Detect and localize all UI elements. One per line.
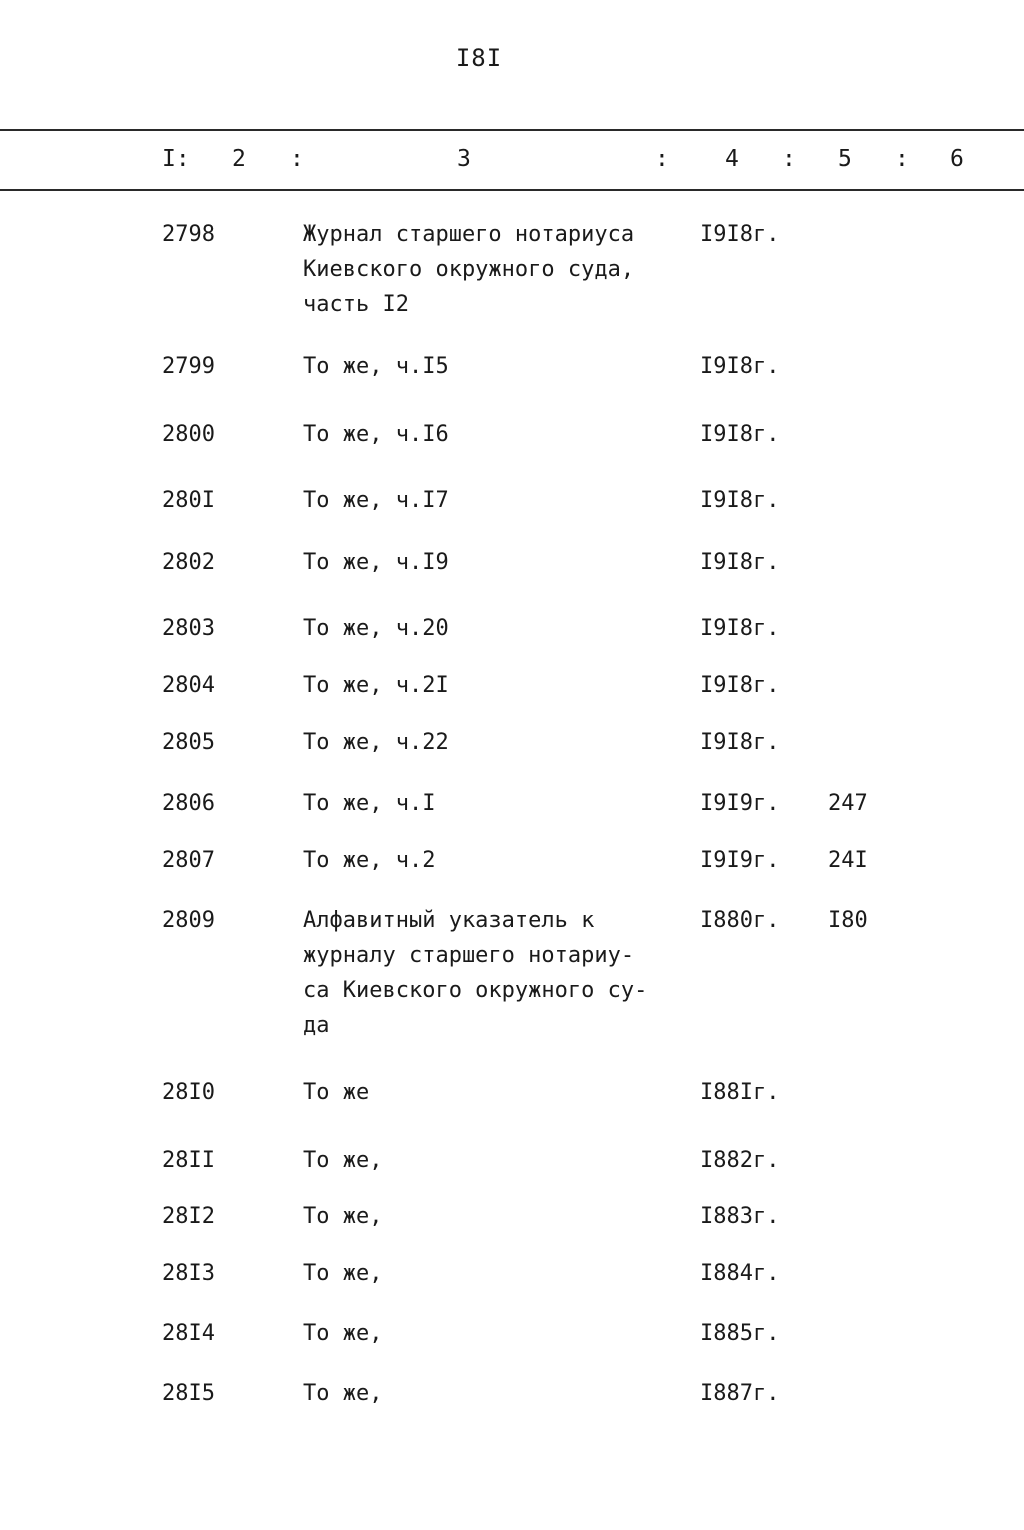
item-year: I88Iг. xyxy=(700,1080,780,1105)
item-year: I9I8г. xyxy=(700,422,780,447)
item-title: То же, ч.I5 xyxy=(303,354,449,379)
item-year: I9I8г. xyxy=(700,354,780,379)
item-year: I880г. xyxy=(700,908,780,933)
header-separator: : xyxy=(895,146,909,172)
item-number: 2803 xyxy=(162,616,215,641)
item-title: То же, ч.20 xyxy=(303,616,449,641)
item-title: То же, xyxy=(303,1148,383,1173)
item-sheets: I80 xyxy=(828,908,868,933)
item-number: 2806 xyxy=(162,791,215,816)
header-col-3: 3 xyxy=(457,146,471,172)
item-number: 280I xyxy=(162,488,215,513)
header-col-2: 2 xyxy=(232,146,246,172)
header-col-6: 6 xyxy=(950,146,964,172)
header-separator: : xyxy=(782,146,796,172)
item-number: 2809 xyxy=(162,908,215,933)
item-year: I885г. xyxy=(700,1321,780,1346)
item-title: Алфавитный указатель к журналу старшего нотариу- са Киевского окружного су- да xyxy=(303,908,648,1038)
item-sheets: 24I xyxy=(828,848,868,873)
table-header-rule xyxy=(0,189,1024,191)
item-title: То же, ч.I7 xyxy=(303,488,449,513)
item-year: I9I8г. xyxy=(700,616,780,641)
item-title: То же, ч.2I xyxy=(303,673,449,698)
item-title: То же, xyxy=(303,1321,383,1346)
item-year: I9I8г. xyxy=(700,488,780,513)
item-title: Журнал старшего нотариуса Киевского окружного суда, часть I2 xyxy=(303,222,635,317)
item-number: 2800 xyxy=(162,422,215,447)
item-title: То же, ч.22 xyxy=(303,730,449,755)
header-separator: : xyxy=(655,146,669,172)
item-year: I9I8г. xyxy=(700,222,780,247)
header-separator: : xyxy=(290,146,304,172)
item-sheets: 247 xyxy=(828,791,868,816)
item-year: I9I8г. xyxy=(700,550,780,575)
item-title: То же, xyxy=(303,1204,383,1229)
item-number: 2807 xyxy=(162,848,215,873)
item-title: То же, xyxy=(303,1381,383,1406)
item-number: 2805 xyxy=(162,730,215,755)
item-number: 2799 xyxy=(162,354,215,379)
item-number: 2804 xyxy=(162,673,215,698)
item-number: 28II xyxy=(162,1148,215,1173)
item-year: I9I8г. xyxy=(700,673,780,698)
table-top-rule xyxy=(0,129,1024,131)
item-number: 28I4 xyxy=(162,1321,215,1346)
item-year: I882г. xyxy=(700,1148,780,1173)
table-header xyxy=(0,146,1024,178)
item-number: 28I3 xyxy=(162,1261,215,1286)
item-year: I884г. xyxy=(700,1261,780,1286)
item-title: То же, ч.I xyxy=(303,791,436,816)
header-col-1: I: xyxy=(162,146,190,172)
item-number: 2798 xyxy=(162,222,215,247)
item-title: То же xyxy=(303,1080,370,1105)
item-title: То же, ч.2 xyxy=(303,848,436,873)
item-year: I887г. xyxy=(700,1381,780,1406)
item-year: I9I8г. xyxy=(700,730,780,755)
item-number: 28I5 xyxy=(162,1381,215,1406)
item-year: I9I9г. xyxy=(700,791,780,816)
item-number: 28I2 xyxy=(162,1204,215,1229)
item-title: То же, ч.I9 xyxy=(303,550,449,575)
item-year: I9I9г. xyxy=(700,848,780,873)
item-number: 2802 xyxy=(162,550,215,575)
header-col-5: 5 xyxy=(838,146,852,172)
page-number: I8I xyxy=(455,44,503,72)
item-title: То же, xyxy=(303,1261,383,1286)
header-col-4: 4 xyxy=(725,146,739,172)
item-year: I883г. xyxy=(700,1204,780,1229)
item-title: То же, ч.I6 xyxy=(303,422,449,447)
item-number: 28I0 xyxy=(162,1080,215,1105)
